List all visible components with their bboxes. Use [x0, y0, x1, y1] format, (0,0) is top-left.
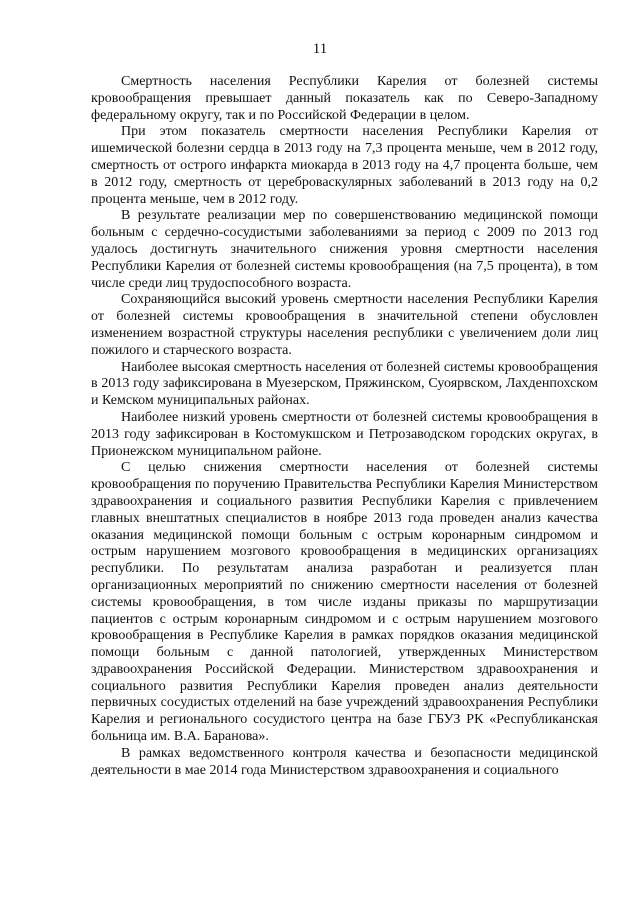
paragraph-high-mortality-reason: Сохраняющийся высокий уровень смертности населения Республики Карелия от болезней системы кровообращения в значительной степени обусловлен изменением возрастной структуры населения республики с увеличением доли лиц пожилого и старческого возраста. — [91, 292, 598, 358]
paragraph-quality-analysis: С целью снижения смертности населения от болезней системы кровообращения по поручению Правительства Республики Карелия Министерством здравоохранения и социального развития Республики Карелия с привлечением главных внештатных специалистов в ноябре 2013 года проведен анализ качества оказания медицинской помощи больным с острым коронарным синдромом и острым нарушением мозгового кровообращения в медицинских организациях республики. По результатам анализа разработан и реализуется план организационных мероприятий по снижению смертности населения от болезней системы кровообращения, в том числе изданы приказы по маршрутизации пациентов с острым коронарным синдромом и с острым нарушением мозгового кровообращения в Республике Карелия в рамках порядков оказания медицинской помощи больным с данной патологией, утвержденных Министерством здравоохранения Российской Федерации. Министерством здравоохранения и социального развития Республики Карелия проведен анализ деятельности первичных сосудистых отделений на базе учреждений здравоохранения Республики Карелия и регионального сосудистого центра на базе ГБУЗ РК «Республиканская больница им. В.А. Баранова». — [91, 460, 598, 745]
paragraph-mortality-by-disease: При этом показатель смертности населения Республики Карелия от ишемической болезни сердца в 2013 году на 7,3 процента меньше, чем в 2012 году, смертность от острого инфаркта миокарда в 2013 году на 4,7 процента больше, чем в 2012 году, смертность от цереброваскулярных заболеваний в 2013 году на 0,2 процента меньше, чем в 2012 году. — [91, 124, 598, 207]
document-body — [91, 74, 598, 779]
paragraph-highest-mortality-districts: Наиболее высокая смертность населения от болезней системы кровообращения в 2013 году зафиксирована в Муезерском, Пряжинском, Суоярвском, Лахденпохском и Кемском муниципальных районах. — [91, 359, 598, 409]
paragraph-mortality-reduction: В результате реализации мер по совершенствованию медицинской помощи больным с сердечно-сосудистыми заболеваниями за период с 2009 по 2013 год удалось достигнуть значительного снижения уровня смертности населения Республики Карелия от болезней системы кровообращения (на 7,5 процента), в том числе среди лиц трудоспособного возраста. — [91, 208, 598, 291]
page-number: 11 — [312, 41, 328, 57]
paragraph-lowest-mortality-districts: Наиболее низкий уровень смертности от болезней системы кровообращения в 2013 году зафиксирован в Костомукшском и Петрозаводском городских округах, в Прионежском муниципальном районе. — [91, 409, 598, 459]
paragraph-mortality-comparison: Смертность населения Республики Карелия от болезней системы кровообращения превышает данный показатель как по Северо-Западному федеральному округу, так и по Российской Федерации в целом. — [91, 74, 598, 123]
paragraph-departmental-control: В рамках ведомственного контроля качества и безопасности медицинской деятельности в мае 2014 года Министерством здравоохранения и социального — [91, 745, 598, 778]
